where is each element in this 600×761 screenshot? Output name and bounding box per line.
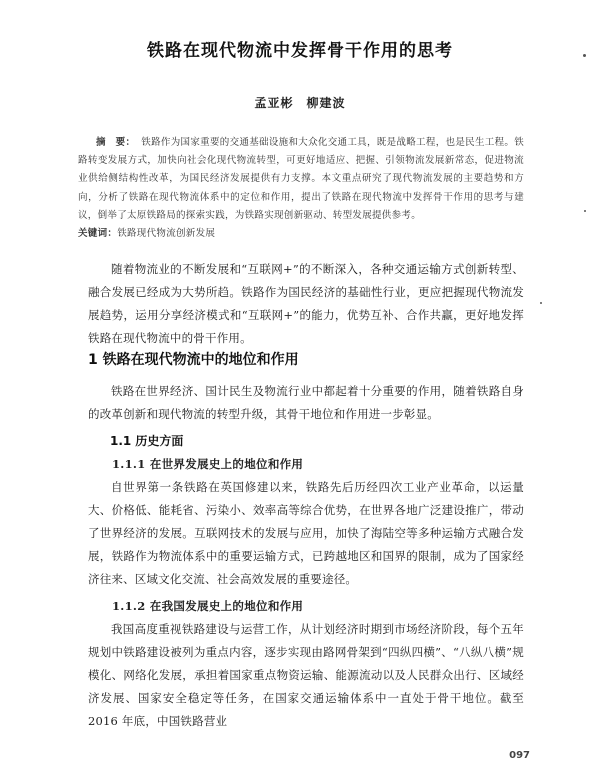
- scan-speck: [583, 54, 586, 57]
- section-1-intro: 铁路在世界经济、国计民生及物流行业中都起着十分重要的作用，随着铁路自身的改革创新和现代物流的转型升级，其骨干地位和作用进一步彰显。: [88, 384, 524, 421]
- section-1-1-2-text: 我国高度重视铁路建设与运营工作，从计划经济时期到市场经济阶段，每个五年规划中铁路建设被列为重点内容，逐步实现由路网骨架到“四纵四横”、“八纵八横”规模化、网络化发展，承担着国家重点物资运输、能源流动以及人民群众出行、区域经济发展、国家安全稳定等任务，在国家交通运输体系中一直处于骨干地位。截至 2016 年底，中国铁路营业: [88, 622, 524, 728]
- section-1-1-heading: 1.1 历史方面: [110, 434, 184, 448]
- intro-paragraph: 随着物流业的不断发展和“互联网+”的不断深入，各种交通运输方式创新转型、融合发展已经成为大势所趋。铁路作为国民经济的基础性行业，更应把握现代物流发展趋势，运用分享经济模式和“互联网+”的能力，优势互补、合作共赢，更好地发挥铁路在现代物流中的骨干作用。: [88, 262, 524, 345]
- paper-title: 铁路在现代物流中发挥骨干作用的思考: [147, 41, 453, 61]
- keywords-label: 关键词：: [78, 228, 118, 239]
- keywords: [78, 225, 524, 239]
- keywords-text: 铁路现代物流创新发展: [117, 228, 216, 239]
- scan-speck: [584, 210, 586, 212]
- scan-speck: [540, 302, 542, 304]
- paper-authors: 孟亚彬 柳建波: [254, 96, 346, 110]
- abstract: [78, 134, 524, 225]
- section-1-1-1-heading: 1.1.1 在世界发展史上的地位和作用: [112, 457, 304, 471]
- abstract-text: 铁路作为国家重要的交通基础设施和大众化交通工具，既是战略工程，也是民生工程。铁路转变发展方式，加快向社会化现代物流转型，可更好地适应、把握、引领物流发展新常态，促进物流业供给侧结构性改革，为国民经济发展提供有力支撑。本文重点研究了现代物流发展的主要趋势和方向，分析了铁路在现代物流体系中的定位和作用，提出了铁路在现代物流中发挥骨干作用的思考与建议，倒举了太原铁路局的探索实践，为铁路实现创新驱动、转型发展提供参考。: [78, 137, 525, 221]
- section-1-heading: 1 铁路在现代物流中的地位和作用: [88, 352, 299, 368]
- section-1-1-1-text: 自世界第一条铁路在英国修建以来，铁路先后历经四次工业产业革命，以运量大、价格低、能耗省、污染小、效率高等综合优势，在世界各地广泛建设推广，带动了世界经济的发展。互联网技术的发展与应用，加快了海陆空等多种运输方式融合发展，铁路作为物流体系中的重要运输方式，已跨越地区和国界的限制，成为了国家经济往来、区域文化交流、社会高效发展的重要途径。: [88, 480, 524, 586]
- abstract-label: 摘 要：: [96, 137, 136, 148]
- page-number: 097: [509, 750, 530, 761]
- section-1-1-2-heading: 1.1.2 在我国发展史上的地位和作用: [112, 599, 304, 613]
